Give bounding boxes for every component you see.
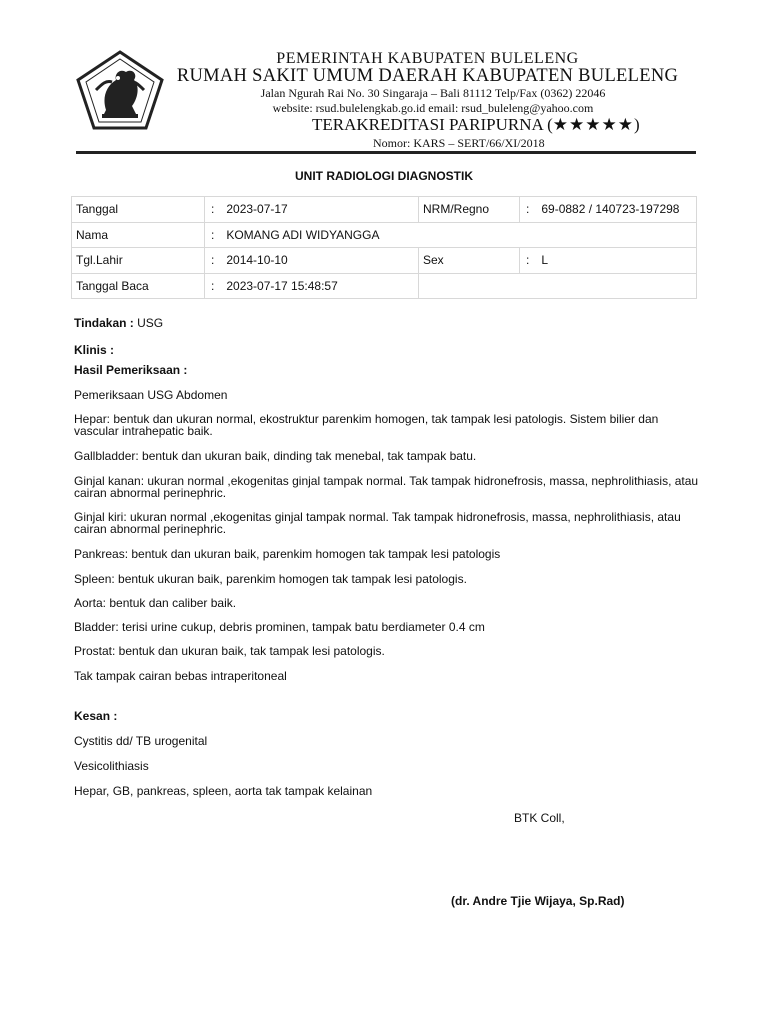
hospital-logo [76,50,164,130]
colon: : [211,253,215,268]
kesan-label: Kesan : [74,709,118,723]
tanggal-baca-cell [205,273,419,299]
nrm-cell [520,197,697,223]
finding-item: Bladder: terisi urine cukup, debris prominen, tampak batu berdiameter 0.4 cm [74,620,485,634]
colon: : [526,253,530,268]
tindakan-line [74,317,699,329]
star-rating-icon: ★★★★★ [552,115,634,134]
tanggal-label: Tanggal [72,197,205,223]
finding-item: Aorta: bentuk dan caliber baik. [74,596,237,610]
tgl-lahir-cell [205,248,419,274]
sex-value: L [541,253,549,268]
table-row [72,273,697,299]
nrm-label: NRM/Regno [419,197,520,223]
table-row [72,222,697,248]
colon: : [211,278,215,293]
tindakan-value: USG [137,316,164,330]
accreditation-close: ) [633,115,640,134]
klinis-label: Klinis : [74,343,115,357]
letterhead-nomor: Nomor: KARS – SERT/66/XI/2018 [373,136,545,150]
colon: : [211,227,215,242]
patient-info-table [71,196,697,299]
finding-item: Pankreas: bentuk dan ukuran baik, parenkim homogen tak tampak lesi patologis [74,547,501,561]
table-row [72,197,697,223]
letterhead-website: website: rsud.bulelengkab.go.id email: rsud_buleleng@yahoo.com [272,101,594,115]
colon: : [211,202,215,217]
tanggal-baca-value: 2023-07-17 15:48:57 [226,278,338,293]
table-row [72,248,697,274]
finding-item: Hepar: bentuk dan ukuran normal, ekostruktur parenkim homogen, tak tampak lesi patologis. Sistem bilier dan vascular intrahepatic baik. [74,412,659,438]
finding-item: Gallbladder: bentuk dan ukuran baik, dinding tak menebal, tak tampak batu. [74,449,477,463]
empty-cell [419,273,697,299]
finding-item: Prostat: bentuk dan ukuran baik, tak tampak lesi patologis. [74,644,385,658]
kesan-item: Hepar, GB, pankreas, spleen, aorta tak tampak kelainan [74,784,373,798]
nama-cell [205,222,697,248]
kesan-item: Cystitis dd/ TB urogenital [74,734,208,748]
finding-item: Pemeriksaan USG Abdomen [74,388,228,402]
letterhead-accreditation [312,115,652,135]
tgl-lahir-value: 2014-10-10 [226,253,288,268]
tanggal-cell [205,197,419,223]
closing-text: BTK Coll, [514,811,565,825]
finding-item: Spleen: bentuk ukuran baik, parenkim homogen tak tampak lesi patologis. [74,572,467,586]
tanggal-baca-label: Tanggal Baca [72,273,205,299]
letterhead-hospital-name: RUMAH SAKIT UMUM DAERAH KABUPATEN BULELENG [176,66,679,86]
finding-item: Ginjal kanan: ukuran normal ,ekogenitas ginjal tampak normal. Tak tampak hidronefrosis, massa, nephrolithiasis, atau cairan abnormal perinephric. [74,474,699,500]
letterhead-address: Jalan Ngurah Rai No. 30 Singaraja – Bali 81112 Telp/Fax (0362) 22046 [260,86,606,100]
finding-item: Tak tampak cairan bebas intraperitoneal [74,669,287,683]
sex-label: Sex [419,248,520,274]
finding-item: Ginjal kiri: ukuran normal ,ekogenitas ginjal tampak normal. Tak tampak hidronefrosis, massa, nephrolithiasis, atau cairan abnormal perinephric. [74,510,681,536]
tgl-lahir-label: Tgl.Lahir [72,248,205,274]
report-title: UNIT RADIOLOGI DIAGNOSTIK [295,169,473,183]
letterhead-divider [76,151,696,154]
nrm-value: 69-0882 / 140723-197298 [541,202,680,217]
accreditation-text: TERAKREDITASI PARIPURNA ( [312,115,553,134]
doctor-signature: (dr. Andre Tjie Wijaya, Sp.Rad) [451,894,625,908]
hasil-label: Hasil Pemeriksaan : [74,363,188,377]
kesan-item: Vesicolithiasis [74,759,149,773]
letterhead-government: PEMERINTAH KABUPATEN BULELENG [276,50,579,67]
tanggal-value: 2023-07-17 [226,202,288,217]
tindakan-label: Tindakan : [74,316,134,330]
nama-label: Nama [72,222,205,248]
sex-cell [520,248,697,274]
colon: : [526,202,530,217]
nama-value: KOMANG ADI WIDYANGGA [226,227,380,242]
